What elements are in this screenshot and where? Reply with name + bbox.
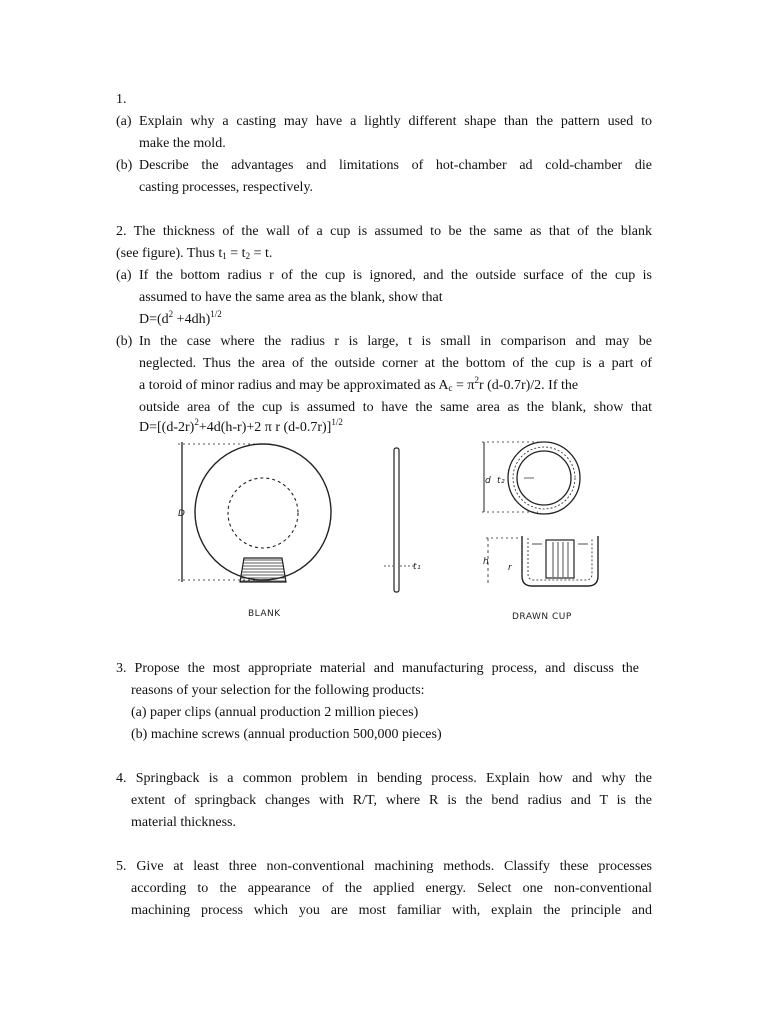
drawn-cup-label: DRAWN CUP xyxy=(512,612,572,622)
cup-side-view xyxy=(486,536,598,586)
q4-line1: 4. Springback is a common problem in bending process. Explain how and why the xyxy=(116,771,652,786)
q2-a-line2: assumed to have the same area as the blank, show that xyxy=(139,290,443,305)
q1-number: 1. xyxy=(116,92,127,107)
q2-b-line3: a toroid of minor radius and may be approximated as $A_c = \pi^2r$ (d-0.7r)/2. If the xyxy=(139,375,579,393)
blank-label: BLANK xyxy=(248,609,281,619)
q1-b-label: (b) xyxy=(116,158,133,173)
cup-punch xyxy=(546,540,574,578)
blank-outer-circle xyxy=(195,444,331,580)
q4-line3: material thickness. xyxy=(131,815,236,830)
q2-b-label: (b) xyxy=(116,334,133,349)
dim-D-label: D xyxy=(178,509,186,519)
q5-line1: 5. Give at least three non-conventional machining methods. Classify these processes xyxy=(116,859,652,874)
q4-line2: extent of springback changes with R/T, where R is the bend radius and T is the xyxy=(131,793,652,808)
dim-h-label: h xyxy=(483,557,490,567)
q3-line1: 3. Propose the most appropriate material and manufacturing process, and discuss the xyxy=(116,661,639,676)
q2-a-formula: $D=(d^2 +4dh)^{1/2}$ xyxy=(139,309,222,327)
q2-b-line2: neglected. Thus the area of the outside corner at the bottom of the cup is a part of xyxy=(139,356,652,371)
q3-a: (a) paper clips (annual production 2 million pieces) xyxy=(131,705,419,720)
q1-a-line1: Explain why a casting may have a lightly different shape than the pattern used to xyxy=(139,114,652,129)
q1-b-line2: casting processes, respectively. xyxy=(139,180,314,195)
blank-edge-view xyxy=(394,448,399,592)
dim-t2-label: t₂ xyxy=(497,476,506,486)
figure-svg xyxy=(162,436,606,628)
q2-b-line1: In the case where the radius r is large, t is small in comparison and may be xyxy=(139,334,652,349)
q1-b-line1: Describe the advantages and limitations of hot-chamber ad cold-chamber die xyxy=(139,158,652,173)
q2-b-formula: $D=[(d-2r)^2+4d(h-r)+2$ π r (d-0.7r)]$^{1/2}$ xyxy=(139,417,343,435)
q2-line2: (see figure). Thus $t_1 = t_2 = t$. xyxy=(116,246,273,261)
q3-line2: reasons of your selection for the following products: xyxy=(131,683,425,698)
q2-line1: 2. The thickness of the wall of a cup is assumed to be the same as that of the blank xyxy=(116,224,652,239)
q5-line3: machining process which you are most familiar with, explain the principle and xyxy=(131,903,652,918)
dim-t1-label: t₁ xyxy=(413,562,422,572)
q2-a-label: (a) xyxy=(116,268,132,283)
q1-a-label: (a) xyxy=(116,114,132,129)
dim-r-label: r xyxy=(508,563,513,573)
q1-a-line2: make the mold. xyxy=(139,136,226,151)
dim-d-label: d xyxy=(485,476,492,486)
q2-a-line1: If the bottom radius r of the cup is ignored, and the outside surface of the cup is xyxy=(139,268,652,283)
q5-line2: according to the appearance of the applied energy. Select one non-conventional xyxy=(131,881,652,896)
blank-and-cup-figure xyxy=(162,436,606,633)
q3-b: (b) machine screws (annual production 500,000 pieces) xyxy=(131,727,442,742)
cup-outer-circle xyxy=(508,442,580,514)
blank-drawing xyxy=(178,442,414,592)
blank-inner-circle xyxy=(228,478,298,548)
q2-b-line4: outside area of the cup is assumed to have the same area as the blank, show that xyxy=(139,400,652,415)
